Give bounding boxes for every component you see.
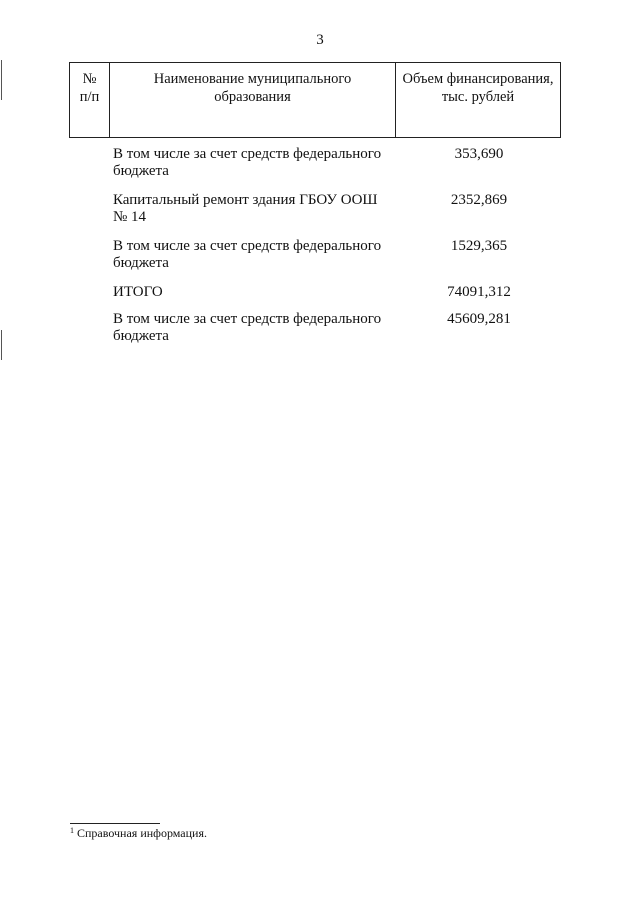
row-name-line2: бюджета [113, 328, 169, 344]
row-amount: 1529,365 [450, 238, 508, 254]
footnote-marker: 1 [70, 826, 74, 835]
row-name-line2: № 14 [113, 209, 147, 225]
row-name-line1: Капитальный ремонт здания ГБОУ ООШ [113, 192, 378, 208]
table-row [0, 311, 640, 357]
row-name [113, 284, 398, 301]
row-amount: 2352,869 [450, 192, 508, 208]
header-number-line2: п/п [79, 89, 100, 105]
header-number-line1: № [82, 71, 97, 87]
row-name-line2: бюджета [113, 255, 169, 271]
row-name [113, 238, 398, 272]
table-row [0, 146, 640, 192]
row-name-line1: ИТОГО [113, 284, 163, 300]
footnote-text: Справочная информация. [77, 826, 207, 840]
header-amount-line1: Объем финансирования, [402, 71, 554, 87]
table-row [0, 192, 640, 238]
row-name-line1: В том числе за счет средств федерального [113, 311, 382, 327]
table-header [69, 62, 561, 138]
header-amount-line2: тыс. рублей [441, 89, 515, 105]
footnote [70, 824, 207, 840]
row-name [113, 192, 398, 226]
page-number: 3 [316, 32, 324, 48]
row-name [113, 146, 398, 180]
header-name-line2: образования [214, 89, 291, 105]
row-name-line2: бюджета [113, 163, 169, 179]
header-cell-amount [396, 63, 560, 137]
row-name [113, 311, 398, 345]
row-name-line1: В том числе за счет средств федерального [113, 238, 382, 254]
header-cell-name [110, 63, 396, 137]
table-body [0, 146, 640, 357]
row-name-line1: В том числе за счет средств федерального [113, 146, 382, 162]
scan-edge-mark [1, 330, 2, 360]
table-row [0, 238, 640, 284]
row-amount: 353,690 [454, 146, 504, 162]
header-cell-number [70, 63, 110, 137]
table-row-total [0, 284, 640, 311]
row-amount: 45609,281 [447, 311, 511, 327]
header-name-line1: Наименование муниципального [153, 71, 352, 87]
scan-edge-mark [1, 60, 2, 100]
row-amount: 74091,312 [447, 284, 511, 300]
